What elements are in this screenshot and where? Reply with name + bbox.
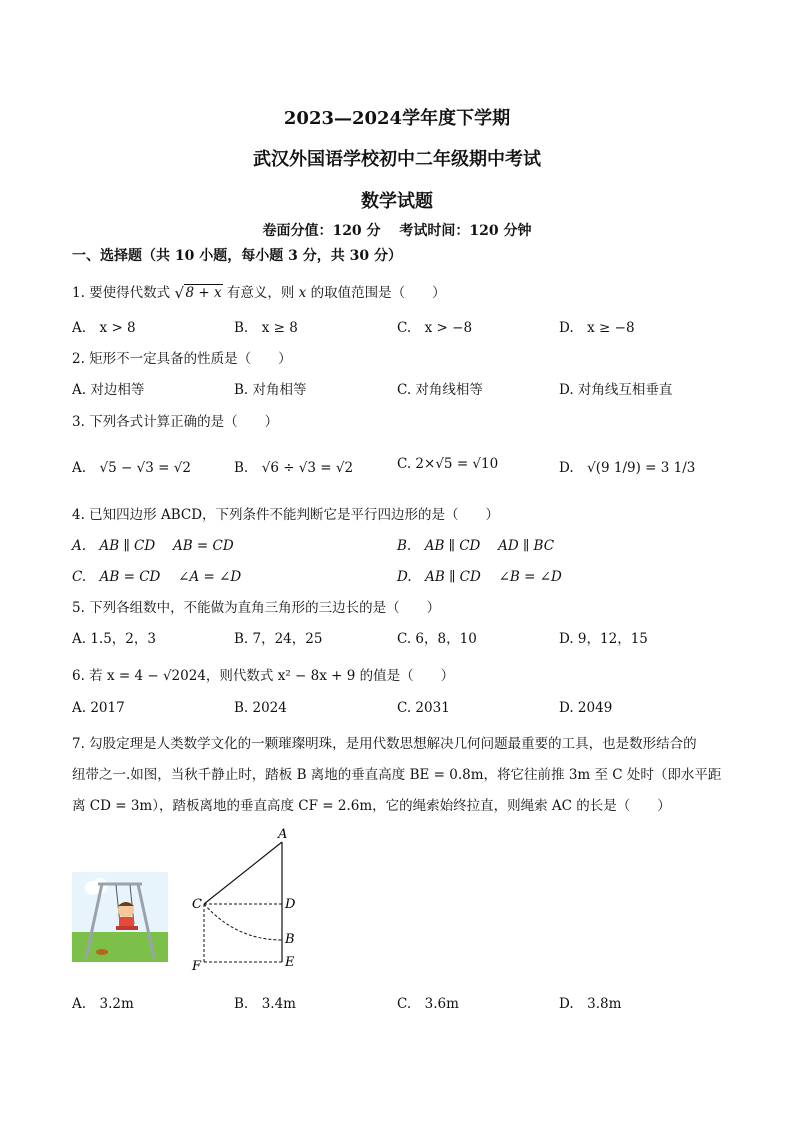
q1-text-b: 有意义，则 [226,285,295,301]
q2-option-d: D. 对角线互相垂直 [559,382,673,398]
swing-arc [204,904,282,940]
q4-option-b: B. AB ∥ CD AD ∥ BC [397,538,555,554]
q1-option-a: A. x > 8 [72,320,136,336]
q7-option-d: D. 3.8m [559,996,622,1012]
section-heading: 一、选择题（共 10 小题，每小题 3 分，共 30 分） [72,248,402,264]
q3-option-a: A. √5 − √3 = √2 [72,460,191,476]
q4-option-c: C. AB = CD ∠A = ∠D [72,569,242,585]
q7-option-c: C. 3.6m [397,996,459,1012]
question-7-line-2: 纽带之一.如图，当秋千静止时，踏板 B 离地的垂直高度 BE = 0.8m，将它往前推 3m 至 C 处时（即水平距 [72,767,722,783]
label-d: D [285,897,296,912]
q1-radicand: 8 + x [185,285,222,301]
q5-option-d: D. 9，12，15 [559,631,648,647]
question-4-stem: 4. 已知四边形 ABCD，下列条件不能判断它是平行四边形的是（ ） [72,507,500,523]
q6-option-c: C. 2031 [397,700,450,716]
q5-option-c: C. 6，8，10 [397,631,477,647]
question-5-stem: 5. 下列各组数中，不能做为直角三角形的三边长的是（ ） [72,600,441,616]
exam-meta: 卷面分值：120 分 考试时间：120 分钟 [262,223,532,239]
q4-option-a: A. AB ∥ CD AB = CD [72,538,234,554]
q5-option-b: B. 7，24，25 [234,631,323,647]
question-2-stem: 2. 矩形不一定具备的性质是（ ） [72,351,292,367]
q1-option-b: B. x ≥ 8 [234,320,298,336]
swing-geometry-figure [186,826,306,974]
question-7-line-1: 7. 勾股定理是人类数学文化的一颗璀璨明珠，是用代数思想解决几何问题最重要的工具，也是数形结合的 [72,736,697,752]
q4-option-d: D. AB ∥ CD ∠B = ∠D [397,569,562,585]
swing-illustration [72,872,168,962]
q2-option-b: B. 对角相等 [234,382,307,398]
q1-var: x [298,285,307,301]
q3-option-b: B. √6 ÷ √3 = √2 [234,460,354,476]
label-e: E [285,955,295,970]
exam-subject-title: 数学试题 [361,191,433,212]
label-c: C [192,897,202,912]
q1-option-d: D. x ≥ −8 [559,320,635,336]
question-3-stem: 3. 下列各式计算正确的是（ ） [72,414,279,430]
q3-option-c: C. 2×√5 = √10 [397,456,499,472]
exam-year-title: 2023—2024学年度下学期 [283,108,511,129]
q1-text-a: 1. 要使得代数式 [72,285,171,301]
q7-option-b: B. 3.4m [234,996,296,1012]
q7-option-a: A. 3.2m [72,996,134,1012]
q2-option-c: C. 对角线相等 [397,382,483,398]
q3-option-d: D. √(9 1/9) = 3 1/3 [559,460,696,476]
q2-option-a: A. 对边相等 [72,382,145,398]
q6-option-a: A. 2017 [72,700,125,716]
q1-option-c: C. x > −8 [397,320,473,336]
question-7-line-3: 离 CD = 3m），踏板离地的垂直高度 CF = 2.6m，它的绳索始终拉直，则绳索 AC 的长是（ ） [72,798,671,814]
q6-option-b: B. 2024 [234,700,287,716]
q5-option-a: A. 1.5，2，3 [72,631,156,647]
question-1-stem [72,281,446,301]
q1-text-c: 的取值范围是（ ） [310,285,446,301]
q6-option-d: D. 2049 [559,700,613,716]
label-b: B [285,932,295,947]
label-f: F [192,959,202,974]
q1-radical: √ 8 + x [174,284,222,302]
exam-school-title: 武汉外国语学校初中二年级期中考试 [253,149,541,170]
question-6-stem: 6. 若 x = 4 − √2024，则代数式 x² − 8x + 9 的值是（ ） [72,668,455,684]
rope-ac-line [204,842,282,904]
label-a: A [278,827,288,842]
